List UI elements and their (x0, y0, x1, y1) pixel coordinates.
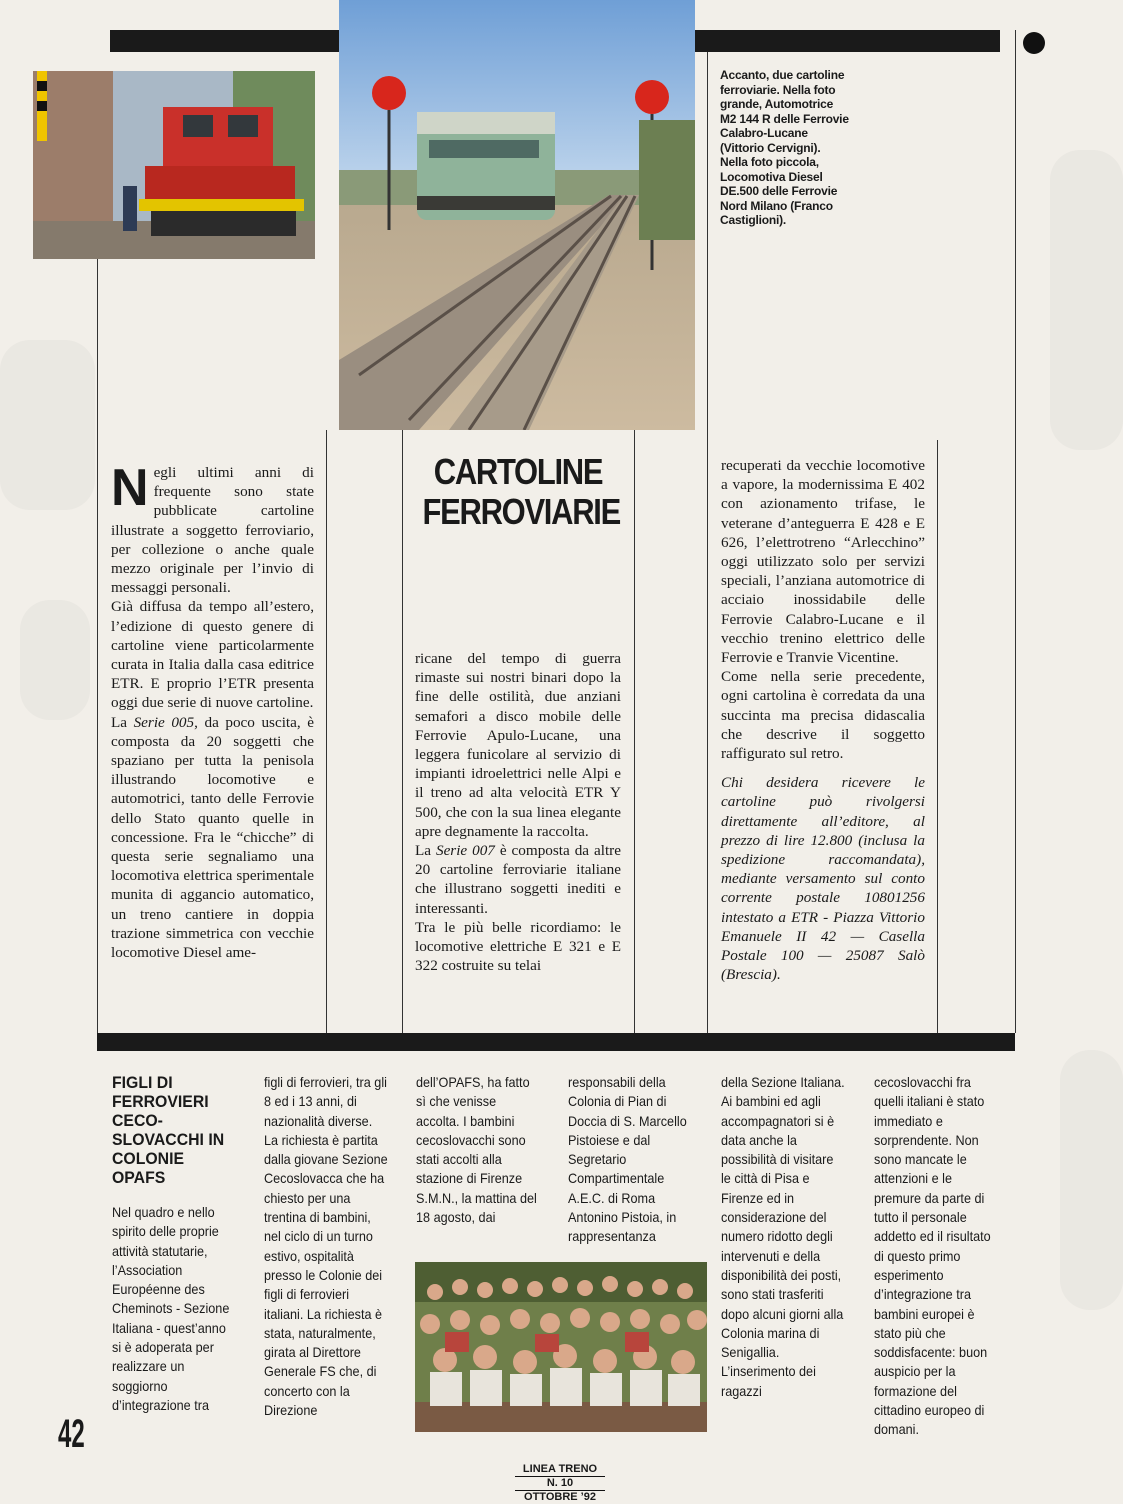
news-column-6 (874, 1073, 1000, 1440)
news-text: cecoslovacchi fra quelli italiani è stato immediato e sorprendente. Non sono mancate le attenzioni e le premure da parte di tutto il personale addetto ed il risultato di questo primo esperimento d’integrazione tra bambini europei è stato più che soddisfacente: buon auspicio per la formazione del cittadino europeo di domani. (874, 1075, 991, 1438)
column-divider (707, 52, 708, 1033)
bleed-shape (1050, 150, 1123, 450)
photo-caption: Accanto, due cartoline ferroviarie. Nella foto grande, Automotrice M2 144 R delle Ferrovie Calabro-Lucane (Vittorio Cervigni). Nella foto piccola, Locomotiva Diesel DE.500 delle Ferrovie Nord Milano (Franco Castiglioni). (720, 68, 849, 227)
frame-right-line (1015, 30, 1016, 1033)
article-title (422, 451, 620, 532)
column-divider (937, 440, 938, 1033)
series-name: Serie 005 (133, 713, 195, 731)
news-text: figli di ferrovieri, tra gli 8 ed i 13 anni, di nazionalità diverse. La richiesta è partita dalla giovane Sezione Cecoslovacca che ha chiesto per una trentina di bambini, nel ciclo di un turno estivo, ospitalità presso le Colonie dei figli di ferrovieri italiani. La richiesta è stata, naturalmente, girata al Direttore Generale FS che, di concerto con la Direzione (264, 1075, 388, 1419)
paragraph-text: egli ultimi anni di frequente sono state pubblicate cartoline illustrate a soggetto ferroviario, per collezione o anche quale mezzo originale per l’invio di messaggi personali. (111, 464, 314, 597)
section-divider-bar (97, 1033, 1015, 1051)
title-line-1: CARTOLINE (433, 451, 603, 492)
text: è composta da altre 20 cartoline ferroviarie italiane che illustrano soggetti inediti e interessanti. (415, 842, 621, 917)
footer-date: OTTOBRE ’92 (524, 1491, 596, 1503)
children-group-photo (415, 1262, 707, 1432)
text: La (415, 842, 436, 860)
drop-cap: N (111, 459, 149, 517)
paragraph: Già diffusa da tempo all’estero, l’edizione di questo genere di cartoline viene particolarmente curata in Italia dalla casa editrice ETR. E proprio l’ETR presenta oggi due serie di nuove cartoline. (111, 598, 314, 712)
title-line-2: FERROVIARIE (422, 491, 620, 532)
footer-issue: N. 10 (515, 1477, 605, 1491)
paragraph: recuperati da vecchie locomotive a vapore, la modernissima E 402 con azionamento trifase, le veterane d’anteguerra E 428 e E 626, l’elettrotreno “Arlecchino” oggi utilizzato solo per servizi speciali, l’anziana automotrice di acciaio inossidabile delle Ferrovie Calabro-Lucane e il vecchio trenino elettrico delle Ferrovie e Tranvie Vicentine. (721, 457, 925, 667)
loco-photo-alt: Locomotiva Diesel DE.500 (37, 255, 48, 256)
page-number: 42 (58, 1412, 85, 1456)
news-text: dell’OPAFS, ha fatto sì che venisse accolta. I bambini cecoslovacchi sono stati accolti alla stazione di Firenze S.M.N., la mattina del 18 agosto, dai (416, 1075, 537, 1226)
children-photo-alt: Bambini cecoslovacchi (419, 1428, 429, 1429)
text: La (111, 713, 134, 731)
column-divider (634, 430, 635, 1033)
loco-photo (33, 71, 315, 259)
paragraph (415, 841, 621, 918)
news-text: responsabili della Colonia di Pian di Doccia di S. Marcello Pistoiese e dal Segretario Compartimentale A.E.C. di Roma Antonino Pistoia, in rappresentanza (568, 1075, 687, 1245)
train-photo (339, 0, 695, 430)
column-divider (402, 430, 403, 1033)
article-column-1 (111, 459, 314, 962)
paragraph (111, 713, 314, 963)
ordering-info: Chi desidera ricevere le cartoline può rivolgersi direttamente all’editore, al prezzo di lire 12.800 (inclusa la spedizione raccomandata), mediante versamento sul conto corrente postale 10801256 intestato a ETR - Piazza Vittorio Emanuele II 42 — Casella Postale 100 — 25087 Salò (Brescia). (721, 774, 925, 984)
article-column-2 (415, 649, 621, 975)
text: , da poco uscita, è composta da 20 soggetti che spaziano per tutta la penisola illustrando locomotive e automotrici, tanto delle Ferrovie dello Stato quanto quelle in concessione. Fra le “chicche” di questa serie segnaliamo una locomotiva elettrica sperimentale munita di aggancio automatico, un treno cantiere in doppia trazione simmetrica con vecchie locomotive Diesel ame- (111, 713, 314, 962)
train-photo-alt: Automotrice M2 144 R (343, 426, 353, 427)
news-column-3 (416, 1073, 542, 1227)
paragraph: Tra le più belle ricordiamo: le locomotive elettriche E 321 e E 322 costruite su telai (415, 918, 621, 975)
bullet-dot (1023, 32, 1045, 54)
news-column-4 (568, 1073, 694, 1247)
paragraph: ricane del tempo di guerra rimaste sui nostri binari dopo la fine delle ostilità, due anziani semafori a disco mobile delle Ferrovie Apulo-Lucane, una leggera funicolare al servizio di impianti idroelettrici nelle Alpi e il treno ad alta velocità ETR Y 500, che con la sua linea elegante apre degnamente la raccolta. (415, 650, 621, 840)
footer-magazine-name: LINEA TRENO (515, 1463, 605, 1477)
news-column-2 (264, 1073, 390, 1420)
series-name: Serie 007 (435, 842, 495, 860)
news-column-5 (721, 1073, 847, 1401)
news-column-1 (112, 1073, 238, 1415)
bleed-shape (0, 340, 95, 510)
paragraph (111, 459, 314, 597)
bleed-shape (20, 600, 90, 720)
bleed-shape (1060, 1050, 1123, 1310)
news-text: della Sezione Italiana. Ai bambini ed agli accompagnatori si è data anche la possibilità di visitare le città di Pisa e Firenze ed in considerazione del numero ridotto degli intervenuti e della disponibilità dei posti, sono stati trasferiti dopo alcuni giorni alla Colonia marina di Senigallia. L’inserimento dei ragazzi (721, 1075, 845, 1399)
news-text: Nel quadro e nello spirito delle proprie attività statutarie, l’Association Européenne des Cheminots - Sezione Italiana - quest’anno si è adoperata per realizzare un soggiorno d’integrazione tra (112, 1205, 230, 1413)
paragraph: Come nella serie precedente, ogni cartolina è corredata da una succinta ma precisa didascalia che descrive il soggetto raffigurato sul retro. (721, 668, 925, 763)
news-title: FIGLI DI FERROVIERI CECO-SLOVACCHI IN COLONIE OPAFS (112, 1073, 225, 1187)
article-column-3 (721, 456, 925, 984)
magazine-footer (515, 1463, 605, 1504)
frame-left-line (97, 258, 98, 1033)
column-divider (326, 430, 327, 1033)
